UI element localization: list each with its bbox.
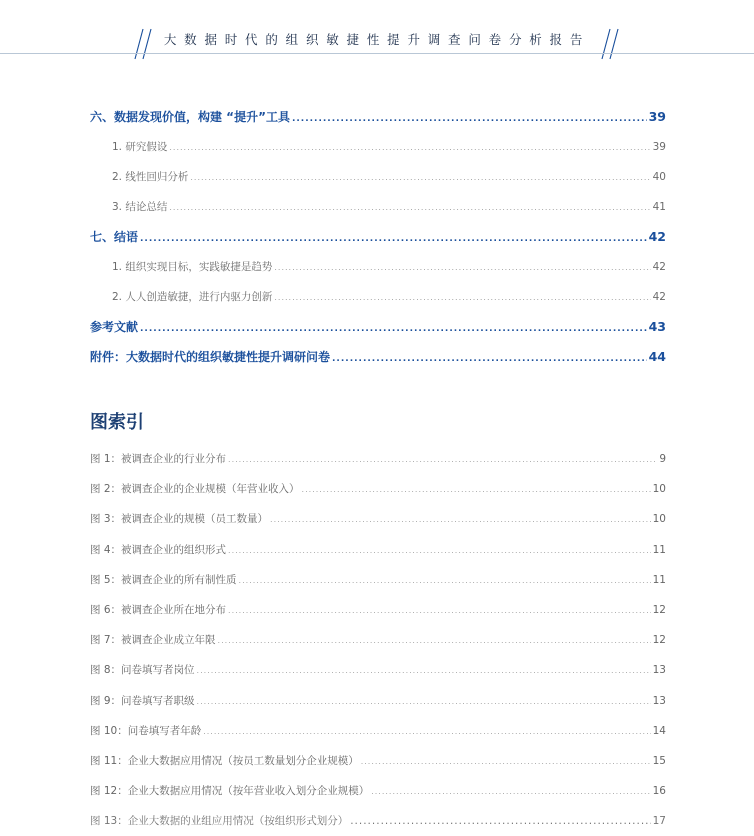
toc-entry-label: 六、数据发现价值，构建 “提升”工具: [90, 110, 290, 124]
toc-subitem[interactable]: [90, 252, 666, 282]
report-title: 大数据时代的组织敏捷性提升调查问卷分析报告: [163, 32, 591, 47]
dot-leader: [190, 163, 650, 192]
toc-entry-label: 2. 线性回归分析: [112, 171, 189, 183]
header-divider: [0, 53, 754, 54]
dot-leader: [169, 193, 650, 222]
toc-page-number: 44: [648, 349, 666, 364]
dot-leader: [228, 445, 657, 474]
toc-chapter-6[interactable]: [90, 102, 666, 132]
toc-page-number: 39: [648, 109, 666, 124]
double-slash-right-icon: [600, 27, 622, 61]
figure-index-list: [90, 444, 666, 836]
dot-leader: [169, 133, 650, 162]
figure-entry-partial[interactable]: [90, 806, 666, 836]
dot-leader: [197, 656, 651, 685]
dot-leader: [197, 687, 651, 716]
toc-entry-label: 3. 结论总结: [112, 201, 168, 213]
figure-entry-label: 图 11：企业大数据应用情况（按员工数量划分企业规模）: [90, 754, 359, 767]
figure-entry-label: 图 1：被调查企业的行业分布: [90, 453, 227, 465]
figure-entry-label: 图 5：被调查企业的所有制性质: [90, 573, 237, 586]
toc-page-number: 42: [652, 291, 666, 303]
figure-page-number: 13: [652, 694, 666, 707]
figure-page-number: 12: [652, 634, 666, 647]
figure-page-number: 11: [652, 573, 666, 586]
figure-entry-label: 图 8：问卷填写者岗位: [90, 664, 195, 677]
dot-leader: [332, 344, 647, 372]
figure-entry[interactable]: [90, 716, 666, 746]
figure-entry[interactable]: [90, 444, 666, 474]
dot-leader: [274, 253, 650, 282]
toc-references[interactable]: [90, 312, 666, 342]
figure-entry-label: 图 10：问卷填写者年龄: [90, 724, 202, 737]
figure-page-number: 17: [652, 815, 666, 828]
toc-subitem[interactable]: [90, 192, 666, 222]
toc-chapter-7[interactable]: [90, 222, 666, 252]
figure-page-number: 12: [652, 603, 666, 616]
figure-entry-label: 图 9：问卷填写者职级: [90, 694, 195, 707]
figure-entry[interactable]: [90, 504, 666, 534]
dot-leader: [140, 224, 647, 252]
figure-entry-label: 图 7：被调查企业成立年限: [90, 634, 216, 647]
figure-entry[interactable]: [90, 625, 666, 655]
toc-page-number: 42: [648, 229, 666, 244]
toc-entry-label: 参考文献: [90, 320, 139, 334]
toc-entry-label: 七、结语: [90, 230, 139, 244]
figure-entry-label: 图 2：被调查企业的企业规模（年营业收入）: [90, 483, 300, 496]
dot-leader: [371, 777, 650, 806]
dot-leader: [228, 536, 651, 565]
figure-entry-label: 图 13：企业大数据的业组应用情况（按组织形式划分）: [90, 815, 349, 828]
dot-leader: [228, 596, 651, 625]
figure-page-number: 10: [652, 513, 666, 526]
figure-entry[interactable]: [90, 474, 666, 504]
dot-leader: [203, 717, 650, 746]
toc-page-number: 42: [652, 261, 666, 273]
dot-leader: [361, 747, 651, 776]
toc-page-number: 43: [648, 319, 666, 334]
dot-leader: [239, 566, 651, 595]
figure-entry[interactable]: [90, 565, 666, 595]
toc-entry-label: 1. 研究假设: [112, 141, 168, 153]
figure-index-heading: 图索引: [90, 412, 144, 433]
toc-entry-label: 2. 人人创造敏捷，进行内驱力创新: [112, 291, 273, 303]
toc-entry-label: 1. 组织实现目标，实践敏捷是趋势: [112, 261, 273, 273]
toc-entry-label: 附件：大数据时代的组织敏捷性提升调研问卷: [90, 350, 331, 364]
dot-leader: [350, 806, 650, 836]
toc-subitem[interactable]: [90, 282, 666, 312]
figure-entry[interactable]: [90, 595, 666, 625]
figure-entry-label: 图 3：被调查企业的规模（员工数量）: [90, 513, 269, 526]
toc-page-number: 39: [652, 141, 666, 153]
toc-appendix[interactable]: [90, 342, 666, 372]
dot-leader: [270, 505, 651, 534]
figure-page-number: 11: [652, 543, 666, 556]
figure-entry-label: 图 6：被调查企业所在地分布: [90, 603, 227, 616]
dot-leader: [302, 475, 651, 504]
toc-subitem[interactable]: [90, 162, 666, 192]
toc-page-number: 41: [652, 201, 666, 213]
figure-entry[interactable]: [90, 776, 666, 806]
figure-page-number: 9: [659, 453, 666, 465]
dot-leader: [140, 314, 647, 342]
figure-entry-label: 图 4：被调查企业的组织形式: [90, 543, 227, 556]
dot-leader: [218, 626, 651, 655]
figure-entry[interactable]: [90, 535, 666, 565]
figure-entry-label: 图 12：企业大数据应用情况（按年营业收入划分企业规模）: [90, 785, 370, 798]
table-of-contents: [90, 102, 666, 372]
toc-subitem[interactable]: [90, 132, 666, 162]
figure-page-number: 10: [652, 483, 666, 496]
figure-entry[interactable]: [90, 686, 666, 716]
figure-page-number: 15: [652, 754, 666, 767]
toc-page-number: 40: [652, 171, 666, 183]
figure-page-number: 14: [652, 724, 666, 737]
figure-page-number: 16: [652, 785, 666, 798]
dot-leader: [274, 283, 650, 312]
page-header: [0, 0, 754, 56]
dot-leader: [292, 104, 647, 132]
figure-page-number: 13: [652, 664, 666, 677]
figure-entry[interactable]: [90, 655, 666, 685]
figure-entry[interactable]: [90, 746, 666, 776]
